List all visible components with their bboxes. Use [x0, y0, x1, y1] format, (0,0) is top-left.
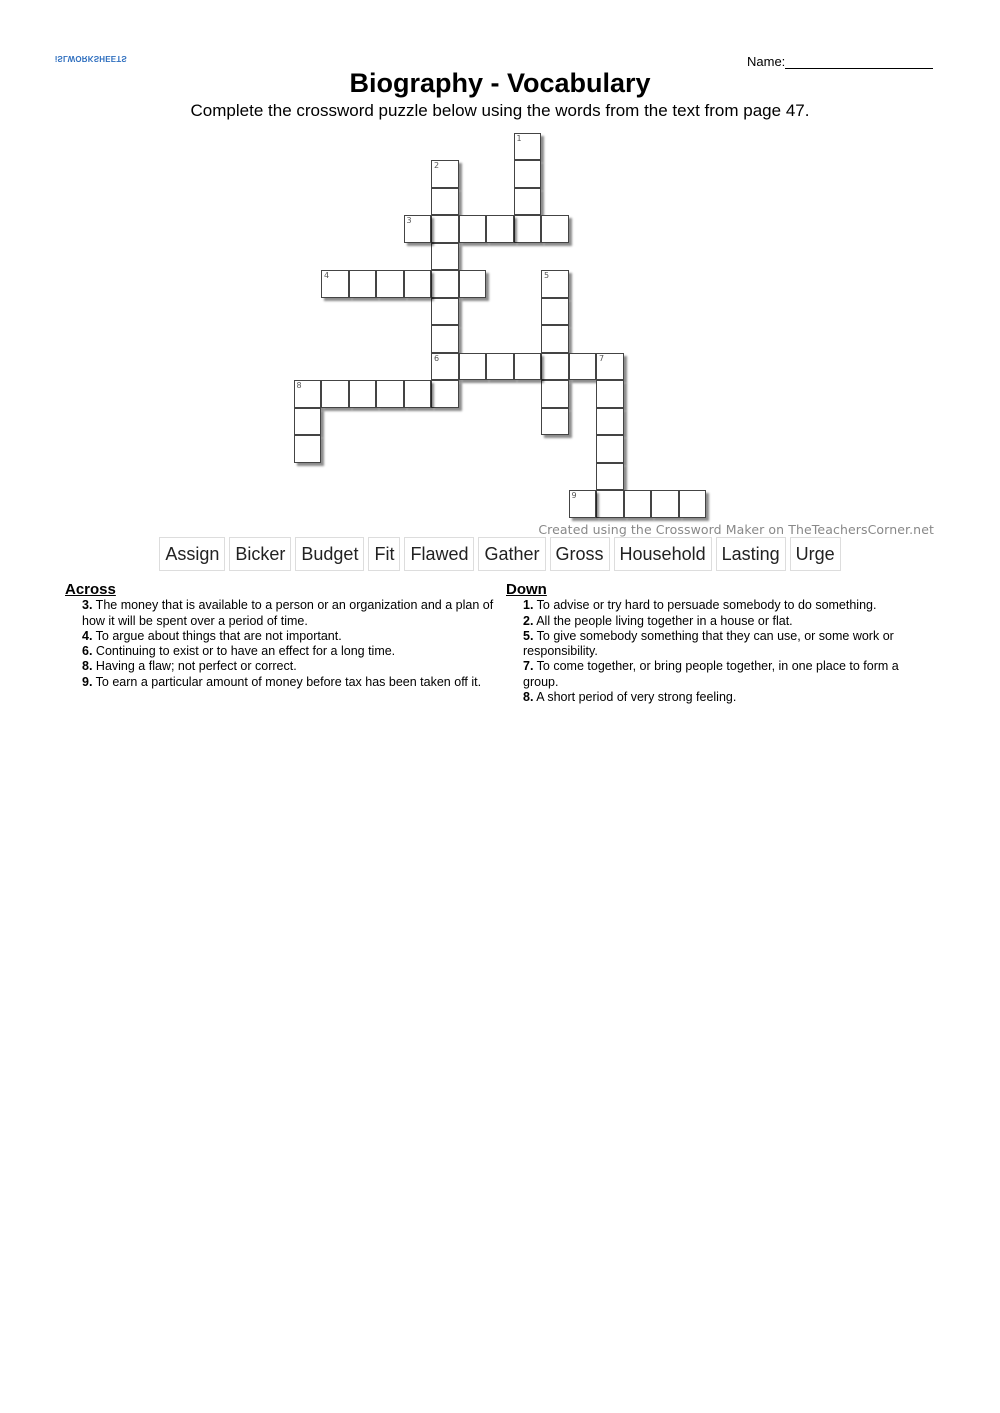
crossword-cell[interactable]: [294, 408, 322, 436]
clue-number-label: 8.: [523, 690, 534, 705]
down-clue-list: [506, 598, 926, 705]
clue-number-label: 5.: [523, 628, 534, 643]
crossword-cell[interactable]: [431, 188, 459, 216]
crossword-cell[interactable]: [431, 380, 459, 408]
crossword-cell[interactable]: [569, 353, 597, 381]
clue-text: All the people living together in a house or flat.: [533, 613, 793, 628]
clue-text: To come together, or bring people together, in one place to form a group.: [523, 659, 899, 689]
crossword-cell[interactable]: [486, 215, 514, 243]
down-clues: [506, 582, 926, 705]
word-bank-item: Assign: [159, 537, 225, 571]
word-bank-item: Lasting: [716, 537, 786, 571]
word-bank-item: Budget: [295, 537, 364, 571]
word-bank-item: Household: [614, 537, 712, 571]
clue-number-label: 3.: [82, 598, 93, 613]
clue-number-label: 7.: [523, 659, 534, 674]
clue-text: To advise or try hard to persuade somebody to do something.: [533, 598, 877, 613]
crossword-cell[interactable]: [459, 353, 487, 381]
across-clues: [65, 582, 495, 690]
clue-item: [506, 690, 926, 705]
word-bank: [0, 537, 1000, 571]
crossword-cell[interactable]: [514, 215, 542, 243]
clue-number-label: 4.: [82, 628, 93, 643]
crossword-cell[interactable]: [624, 490, 652, 518]
crossword-cell[interactable]: [376, 380, 404, 408]
word-bank-item: Flawed: [404, 537, 474, 571]
crossword-cell[interactable]: [321, 270, 349, 298]
crossword-cell[interactable]: [651, 490, 679, 518]
crossword-cell[interactable]: [541, 353, 569, 381]
word-bank-item: Fit: [368, 537, 400, 571]
clue-item: [506, 629, 926, 660]
crossword-cell[interactable]: [486, 353, 514, 381]
clue-text: The money that is available to a person or an organization and a plan of how it will be spent over a period of time.: [82, 598, 494, 628]
clue-number: 2: [434, 161, 440, 170]
publisher-watermark: iSLWORKSHEETS: [55, 54, 127, 63]
crossword-cell[interactable]: [596, 490, 624, 518]
crossword-cell[interactable]: [404, 215, 432, 243]
crossword-cell[interactable]: [569, 490, 597, 518]
across-clue-list: [65, 598, 495, 690]
crossword-cell[interactable]: [541, 325, 569, 353]
crossword-cell[interactable]: [596, 463, 624, 491]
crossword-cell[interactable]: [349, 270, 377, 298]
clue-number: 8: [296, 381, 302, 390]
clue-number-label: 1.: [523, 598, 534, 613]
credit-line: Created using the Crossword Maker on TheTeachersCorner.net: [538, 522, 934, 537]
crossword-cell[interactable]: [541, 298, 569, 326]
crossword-cell[interactable]: [349, 380, 377, 408]
name-field[interactable]: [747, 54, 933, 69]
crossword-cell[interactable]: [431, 215, 459, 243]
crossword-cell[interactable]: [514, 353, 542, 381]
crossword-cell[interactable]: [404, 270, 432, 298]
clue-number: 6: [434, 353, 440, 363]
crossword-cell[interactable]: [431, 270, 459, 298]
across-heading: Across: [65, 581, 116, 598]
clue-text: To give somebody something that they can use, or some work or responsibility.: [523, 628, 894, 659]
crossword-cell[interactable]: [459, 270, 487, 298]
crossword-cell[interactable]: [431, 298, 459, 326]
word-bank-item: Urge: [790, 537, 841, 571]
clue-item: [65, 659, 495, 674]
crossword-cell[interactable]: [459, 215, 487, 243]
clue-item: [506, 614, 926, 629]
crossword-cell[interactable]: [321, 380, 349, 408]
clue-item: [506, 659, 926, 690]
word-bank-item: Gross: [550, 537, 610, 571]
clue-text: To argue about things that are not important.: [92, 628, 342, 643]
clue-number-label: 9.: [82, 674, 93, 689]
crossword-cell[interactable]: [514, 188, 542, 216]
crossword-cell[interactable]: [541, 270, 569, 298]
crossword-cell[interactable]: [431, 353, 459, 381]
clue-text: To earn a particular amount of money before tax has been taken off it.: [92, 674, 482, 689]
crossword-cell[interactable]: [679, 490, 707, 518]
clue-item: [65, 675, 495, 690]
clue-item: [65, 598, 495, 629]
clue-number: 7: [599, 353, 605, 363]
clue-item: [506, 598, 926, 613]
crossword-cell[interactable]: [294, 380, 322, 408]
word-bank-item: Bicker: [229, 537, 291, 571]
clue-number-label: 6.: [82, 644, 93, 659]
clue-number-label: 8.: [82, 659, 93, 674]
crossword-cell[interactable]: [541, 380, 569, 408]
clue-item: [65, 644, 495, 659]
clue-text: Continuing to exist or to have an effect for a long time.: [92, 644, 396, 659]
clue-number: 1: [516, 133, 522, 143]
clue-number: 3: [406, 216, 412, 225]
name-blank-line[interactable]: [785, 55, 933, 69]
crossword-cell[interactable]: [596, 353, 624, 381]
clue-number: 5: [544, 271, 550, 280]
crossword-cell[interactable]: [376, 270, 404, 298]
clue-number-label: 2.: [523, 613, 534, 628]
crossword-cell[interactable]: [514, 133, 542, 161]
name-label: Name:: [747, 54, 786, 69]
clue-number: 9: [571, 491, 577, 500]
clue-text: Having a flaw; not perfect or correct.: [92, 659, 297, 674]
crossword-cell[interactable]: [404, 380, 432, 408]
crossword-cell[interactable]: [596, 380, 624, 408]
crossword-cell[interactable]: [431, 325, 459, 353]
crossword-cell[interactable]: [431, 160, 459, 188]
crossword-cell[interactable]: [294, 435, 322, 463]
clue-text: A short period of very strong feeling.: [533, 690, 737, 705]
clue-item: [65, 629, 495, 644]
crossword-cell[interactable]: [431, 243, 459, 271]
page-title: Biography - Vocabulary: [349, 68, 651, 98]
crossword-cell[interactable]: [541, 215, 569, 243]
crossword-cell[interactable]: [541, 408, 569, 436]
crossword-cell[interactable]: [596, 408, 624, 436]
down-heading: Down: [506, 581, 547, 598]
word-bank-item: Gather: [478, 537, 545, 571]
crossword-cell[interactable]: [596, 435, 624, 463]
page-subtitle: Complete the crossword puzzle below using the words from the text from page 47.: [190, 101, 810, 120]
clue-number: 4: [324, 271, 330, 280]
crossword-cell[interactable]: [514, 160, 542, 188]
